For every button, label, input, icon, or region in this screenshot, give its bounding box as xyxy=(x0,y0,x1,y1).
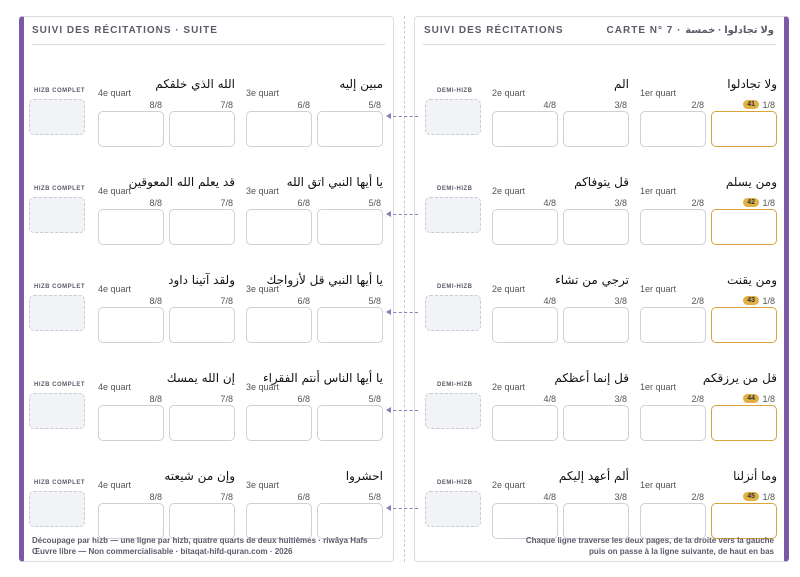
row-connector-line xyxy=(388,312,418,313)
eighth-3-checkbox[interactable] xyxy=(563,209,629,245)
eighth-3-cell xyxy=(563,69,631,139)
eighth-5-cell xyxy=(317,461,385,531)
eighth-7-arabic-start: الله الذي خلقكم xyxy=(155,77,235,91)
hizb-row-right xyxy=(415,69,784,139)
hizb-row-right xyxy=(415,461,784,531)
eighth-1-checkbox[interactable] xyxy=(711,503,777,539)
eighth-8-fraction: 8/8 xyxy=(149,492,162,502)
eighth-6-quarter-label: 3e quart xyxy=(246,88,280,98)
hizb-complete-label: HIZB COMPLET xyxy=(34,480,85,486)
eighth-2-quarter-label: 1er quart xyxy=(640,480,677,490)
demi-hizb-box[interactable] xyxy=(425,295,481,331)
row-connector-line xyxy=(388,214,418,215)
eighth-7-arabic-start: إن الله يمسك xyxy=(166,371,235,385)
eighth-4-checkbox[interactable] xyxy=(492,111,558,147)
eighth-8-fraction: 8/8 xyxy=(149,198,162,208)
eighth-2-fraction: 2/8 xyxy=(691,394,704,404)
eighth-4-quarter-label: 2e quart xyxy=(492,88,526,98)
eighth-5-fraction: 5/8 xyxy=(368,100,381,110)
eighth-1-checkbox[interactable] xyxy=(711,307,777,343)
eighth-3-arabic-start: قل إنما أعظكم xyxy=(554,371,629,385)
eighth-3-fraction: 3/8 xyxy=(614,492,627,502)
eighth-2-cell xyxy=(640,461,708,531)
eighth-1-arabic-start: وما أنزلنا xyxy=(733,469,777,483)
hizb-row-left xyxy=(24,265,393,335)
eighth-1-arabic-start: ولا تجادلوا xyxy=(727,77,777,91)
hizb-complete-label: HIZB COMPLET xyxy=(34,284,85,290)
eighth-1-fraction: 1/8 xyxy=(762,394,775,404)
eighth-7-checkbox[interactable] xyxy=(169,405,235,441)
eighth-1-fraction: 1/8 xyxy=(762,100,775,110)
hizb-complete-label: HIZB COMPLET xyxy=(34,382,85,388)
eighth-6-fraction: 6/8 xyxy=(297,394,310,404)
hizb-row-right xyxy=(415,167,784,237)
eighth-1-cell xyxy=(711,265,779,335)
eighth-8-quarter-label: 4e quart xyxy=(98,284,132,294)
right-footer-line2: puis on passe à la ligne suivante, de haut en bas xyxy=(589,547,774,556)
eighth-2-fraction: 2/8 xyxy=(691,296,704,306)
eighth-3-fraction: 3/8 xyxy=(614,296,627,306)
eighth-2-checkbox[interactable] xyxy=(640,307,706,343)
eighth-2-quarter-label: 1er quart xyxy=(640,186,677,196)
eighth-7-checkbox[interactable] xyxy=(169,209,235,245)
eighth-7-checkbox[interactable] xyxy=(169,307,235,343)
eighth-8-checkbox[interactable] xyxy=(98,209,164,245)
demi-hizb-box[interactable] xyxy=(425,197,481,233)
eighth-2-checkbox[interactable] xyxy=(640,111,706,147)
eighth-7-fraction: 7/8 xyxy=(220,296,233,306)
eighth-6-checkbox[interactable] xyxy=(246,209,312,245)
eighth-2-checkbox[interactable] xyxy=(640,405,706,441)
eighth-5-cell xyxy=(317,69,385,139)
row-connector-line xyxy=(388,508,418,509)
eighth-3-fraction: 3/8 xyxy=(614,100,627,110)
hizb-row-right xyxy=(415,265,784,335)
eighth-2-cell xyxy=(640,265,708,335)
eighth-3-cell xyxy=(558,461,631,531)
eighth-8-checkbox[interactable] xyxy=(98,503,164,539)
row-connector-arrow-icon xyxy=(386,309,391,315)
right-header-rule xyxy=(423,44,776,45)
hizb-number-badge: 44 xyxy=(743,394,759,403)
eighth-8-checkbox[interactable] xyxy=(98,405,164,441)
eighth-3-checkbox[interactable] xyxy=(563,503,629,539)
eighth-4-fraction: 4/8 xyxy=(543,198,556,208)
demi-hizb-label: DEMI-HIZB xyxy=(437,88,473,94)
eighth-2-checkbox[interactable] xyxy=(640,209,706,245)
card-label: CARTE N° 7 · ولا تجادلوا · خمسة xyxy=(606,25,774,36)
eighth-1-checkbox[interactable] xyxy=(711,405,777,441)
eighth-4-cell xyxy=(492,69,560,139)
eighth-3-arabic-start: ترجي من تشاء xyxy=(555,273,629,287)
hizb-complete-label: HIZB COMPLET xyxy=(34,88,85,94)
eighth-5-checkbox[interactable] xyxy=(317,307,383,343)
eighth-5-checkbox[interactable] xyxy=(317,209,383,245)
eighth-8-checkbox[interactable] xyxy=(98,111,164,147)
demi-hizb-label: DEMI-HIZB xyxy=(437,382,473,388)
hizb-complete-box[interactable] xyxy=(29,295,85,331)
eighth-4-fraction: 4/8 xyxy=(543,100,556,110)
eighth-2-fraction: 2/8 xyxy=(691,198,704,208)
eighth-8-quarter-label: 4e quart xyxy=(98,88,132,98)
row-connector-line xyxy=(388,410,418,411)
row-connector-arrow-icon xyxy=(386,113,391,119)
eighth-2-fraction: 2/8 xyxy=(691,492,704,502)
eighth-4-cell xyxy=(492,167,560,237)
eighth-4-fraction: 4/8 xyxy=(543,394,556,404)
eighth-5-arabic-start: احشروا xyxy=(345,469,383,483)
eighth-3-arabic-start: ألم أعهد إليكم xyxy=(558,469,629,483)
eighth-6-cell xyxy=(246,461,314,531)
eighth-4-fraction: 4/8 xyxy=(543,296,556,306)
eighth-2-checkbox[interactable] xyxy=(640,503,706,539)
eighth-6-quarter-label: 3e quart xyxy=(246,284,280,294)
eighth-3-arabic-start: الم xyxy=(614,77,629,91)
eighth-3-fraction: 3/8 xyxy=(614,198,627,208)
eighth-5-checkbox[interactable] xyxy=(317,405,383,441)
eighth-4-cell xyxy=(492,363,560,433)
eighth-7-arabic-start: وإن من شيعته xyxy=(164,469,235,483)
hizb-complete-label: HIZB COMPLET xyxy=(34,186,85,192)
eighth-2-quarter-label: 1er quart xyxy=(640,382,677,392)
eighth-7-arabic-start: قد يعلم الله المعوقين xyxy=(128,175,235,189)
row-connector-arrow-icon xyxy=(386,505,391,511)
eighth-1-cell xyxy=(711,461,779,531)
eighth-3-checkbox[interactable] xyxy=(563,307,629,343)
eighth-2-quarter-label: 1er quart xyxy=(640,88,677,98)
hizb-row-left xyxy=(24,69,393,139)
eighth-7-cell xyxy=(169,265,237,335)
eighth-7-fraction: 7/8 xyxy=(220,394,233,404)
eighth-1-cell xyxy=(711,167,779,237)
eighth-5-fraction: 5/8 xyxy=(368,296,381,306)
eighth-4-quarter-label: 2e quart xyxy=(492,382,526,392)
eighth-7-cell xyxy=(164,461,237,531)
eighth-7-checkbox[interactable] xyxy=(169,111,235,147)
eighth-6-fraction: 6/8 xyxy=(297,198,310,208)
eighth-4-quarter-label: 2e quart xyxy=(492,284,526,294)
eighth-8-checkbox[interactable] xyxy=(98,307,164,343)
eighth-3-fraction: 3/8 xyxy=(614,394,627,404)
eighth-4-checkbox[interactable] xyxy=(492,307,558,343)
eighth-6-quarter-label: 3e quart xyxy=(246,382,280,392)
eighth-3-cell xyxy=(563,167,631,237)
eighth-3-cell xyxy=(555,265,631,335)
eighth-7-cell xyxy=(166,363,237,433)
eighth-2-cell xyxy=(640,167,708,237)
demi-hizb-box[interactable] xyxy=(425,393,481,429)
eighth-1-fraction: 1/8 xyxy=(762,198,775,208)
eighth-4-checkbox[interactable] xyxy=(492,503,558,539)
row-connector-line xyxy=(388,116,418,117)
eighth-5-checkbox[interactable] xyxy=(317,503,383,539)
eighth-6-fraction: 6/8 xyxy=(297,296,310,306)
eighth-6-cell xyxy=(246,69,314,139)
hizb-number-badge: 42 xyxy=(743,198,759,207)
eighth-4-checkbox[interactable] xyxy=(492,209,558,245)
eighth-1-fraction: 1/8 xyxy=(762,492,775,502)
demi-hizb-label: DEMI-HIZB xyxy=(437,186,473,192)
eighth-8-fraction: 8/8 xyxy=(149,100,162,110)
eighth-2-quarter-label: 1er quart xyxy=(640,284,677,294)
eighth-7-checkbox[interactable] xyxy=(169,503,235,539)
eighth-7-fraction: 7/8 xyxy=(220,492,233,502)
row-connector-arrow-icon xyxy=(386,211,391,217)
eighth-5-checkbox[interactable] xyxy=(317,111,383,147)
demi-hizb-box[interactable] xyxy=(425,491,481,527)
eighth-6-fraction: 6/8 xyxy=(297,492,310,502)
eighth-1-checkbox[interactable] xyxy=(711,111,777,147)
hizb-number-badge: 43 xyxy=(743,296,759,305)
eighth-6-fraction: 6/8 xyxy=(297,100,310,110)
hizb-row-right xyxy=(415,363,784,433)
hizb-number-badge: 41 xyxy=(743,100,759,109)
eighth-4-quarter-label: 2e quart xyxy=(492,186,526,196)
eighth-5-arabic-start: يا أيها النبي اتق الله xyxy=(286,175,383,189)
eighth-8-fraction: 8/8 xyxy=(149,394,162,404)
eighth-7-fraction: 7/8 xyxy=(220,198,233,208)
eighth-1-arabic-start: قل من يرزقكم xyxy=(702,371,777,385)
hizb-complete-box[interactable] xyxy=(29,491,85,527)
eighth-8-fraction: 8/8 xyxy=(149,296,162,306)
eighth-5-arabic-start: مبين إليه xyxy=(339,77,383,91)
right-footer-line1: Chaque ligne traverse les deux pages, de la droite vers la gauche xyxy=(525,536,774,545)
left-footer-line1: Découpage par hizb — une ligne par hizb, quatre quarts de deux huitièmes · riwāya Hafs xyxy=(32,536,368,545)
eighth-5-fraction: 5/8 xyxy=(368,394,381,404)
hizb-complete-box[interactable] xyxy=(29,99,85,135)
eighth-1-cell xyxy=(702,363,779,433)
eighth-3-checkbox[interactable] xyxy=(563,405,629,441)
eighth-8-quarter-label: 4e quart xyxy=(98,382,132,392)
demi-hizb-label: DEMI-HIZB xyxy=(437,480,473,486)
eighth-2-fraction: 2/8 xyxy=(691,100,704,110)
eighth-4-cell xyxy=(492,461,560,531)
left-header: SUIVI DES RÉCITATIONS · SUITE xyxy=(32,25,218,36)
hizb-row-left xyxy=(24,461,393,531)
hizb-number-badge: 45 xyxy=(743,492,759,501)
demi-hizb-label: DEMI-HIZB xyxy=(437,284,473,290)
left-page xyxy=(19,16,394,562)
hizb-row-left xyxy=(24,167,393,237)
eighth-7-arabic-start: ولقد آتينا داود xyxy=(168,273,235,287)
eighth-1-arabic-start: ومن يقنت xyxy=(727,273,777,287)
eighth-6-checkbox[interactable] xyxy=(246,503,312,539)
left-header-rule xyxy=(32,44,385,45)
eighth-1-cell xyxy=(711,69,779,139)
hizb-complete-box[interactable] xyxy=(29,393,85,429)
eighth-4-checkbox[interactable] xyxy=(492,405,558,441)
eighth-6-quarter-label: 3e quart xyxy=(246,480,280,490)
eighth-6-quarter-label: 3e quart xyxy=(246,186,280,196)
row-connector-arrow-icon xyxy=(386,407,391,413)
eighth-5-arabic-start: يا أيها النبي قل لأزواجك xyxy=(266,273,383,287)
hizb-complete-box[interactable] xyxy=(29,197,85,233)
page-spine xyxy=(404,16,405,562)
eighth-4-quarter-label: 2e quart xyxy=(492,480,526,490)
eighth-2-cell xyxy=(640,363,708,433)
eighth-6-checkbox[interactable] xyxy=(246,405,312,441)
eighth-2-cell xyxy=(640,69,708,139)
eighth-6-checkbox[interactable] xyxy=(246,307,312,343)
eighth-1-checkbox[interactable] xyxy=(711,209,777,245)
right-header: SUIVI DES RÉCITATIONS xyxy=(424,25,564,36)
hizb-row-left xyxy=(24,363,393,433)
eighth-3-cell xyxy=(554,363,631,433)
eighth-3-checkbox[interactable] xyxy=(563,111,629,147)
eighth-4-cell xyxy=(492,265,560,335)
eighth-8-cell xyxy=(98,265,166,335)
right-page xyxy=(414,16,789,562)
eighth-8-quarter-label: 4e quart xyxy=(98,186,132,196)
eighth-5-arabic-start: يا أيها الناس أنتم الفقراء xyxy=(262,371,383,385)
eighth-5-fraction: 5/8 xyxy=(368,492,381,502)
eighth-5-fraction: 5/8 xyxy=(368,198,381,208)
eighth-1-fraction: 1/8 xyxy=(762,296,775,306)
eighth-3-arabic-start: قل يتوفاكم xyxy=(574,175,629,189)
left-footer-line2: Œuvre libre — Non commercialisable · bitaqat-hifd-quran.com · 2026 xyxy=(32,547,293,556)
eighth-8-quarter-label: 4e quart xyxy=(98,480,132,490)
eighth-8-cell xyxy=(98,363,166,433)
eighth-4-fraction: 4/8 xyxy=(543,492,556,502)
eighth-7-fraction: 7/8 xyxy=(220,100,233,110)
demi-hizb-box[interactable] xyxy=(425,99,481,135)
eighth-1-arabic-start: ومن يسلم xyxy=(725,175,777,189)
eighth-6-checkbox[interactable] xyxy=(246,111,312,147)
eighth-8-cell xyxy=(98,461,166,531)
